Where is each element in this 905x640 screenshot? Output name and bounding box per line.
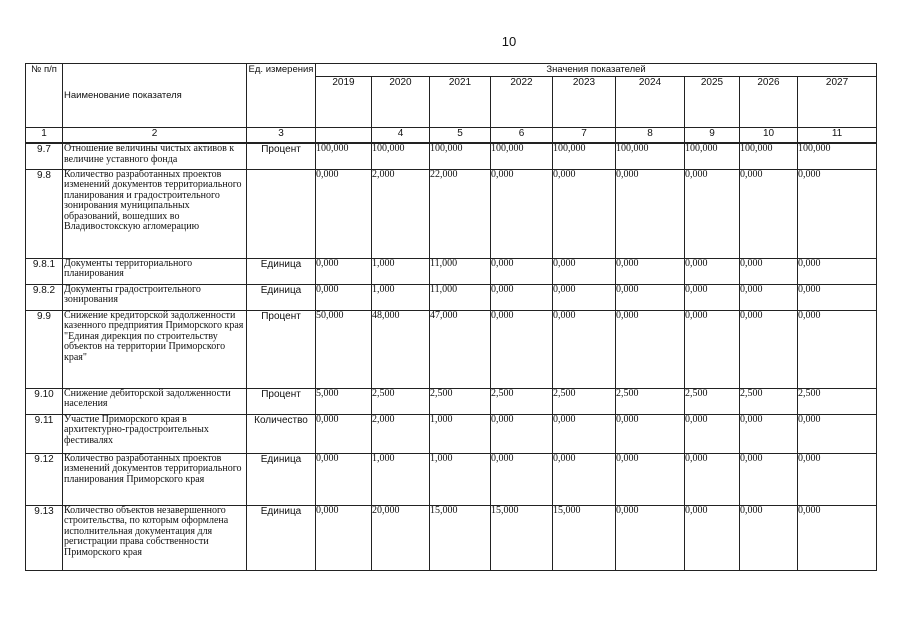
value-cell: 2,500 [798,388,877,414]
indicator-name: Документы градостроительного зонирования [63,284,247,310]
header-year: 2020 [372,77,430,128]
value-cell: 0,000 [740,505,798,570]
table-row [26,505,877,570]
value-cell: 15,000 [430,505,491,570]
value-cell: 100,000 [372,143,430,169]
value-cell: 100,000 [491,143,553,169]
value-cell: 0,000 [740,284,798,310]
table-row [26,453,877,505]
value-cell: 0,000 [553,414,616,453]
unit-cell: Процент [247,388,316,414]
value-cell: 0,000 [740,169,798,258]
value-cell: 48,000 [372,310,430,388]
indicator-name: Количество объектов незавершенного строительства, по которым оформлена исполнительная документация для регистрации права собственности Приморского края [63,505,247,570]
header-unit: Ед. измерения [247,64,316,128]
value-cell: 100,000 [685,143,740,169]
unit-cell [247,169,316,258]
value-cell: 0,000 [798,310,877,388]
value-cell: 50,000 [316,310,372,388]
indicator-name: Снижение кредиторской задолженности казенного предприятия Приморского края "Единая дирекция по строительству объектов на территории Приморского края" [63,310,247,388]
column-number: 10 [740,128,798,144]
value-cell: 2,500 [491,388,553,414]
unit-cell: Единица [247,505,316,570]
value-cell: 2,500 [685,388,740,414]
column-number: 9 [685,128,740,144]
value-cell: 0,000 [740,258,798,284]
value-cell: 0,000 [740,310,798,388]
value-cell: 0,000 [553,169,616,258]
value-cell: 100,000 [616,143,685,169]
value-cell: 0,000 [316,414,372,453]
value-cell: 0,000 [616,453,685,505]
value-cell: 0,000 [616,414,685,453]
column-number: 11 [798,128,877,144]
value-cell: 0,000 [685,414,740,453]
header-name: Наименование показателя [63,64,247,128]
value-cell: 0,000 [316,169,372,258]
column-number: 6 [491,128,553,144]
value-cell: 0,000 [491,414,553,453]
column-number: 8 [616,128,685,144]
value-cell: 0,000 [798,169,877,258]
value-cell: 11,000 [430,258,491,284]
header-row-group [26,64,877,77]
table-row [26,388,877,414]
value-cell: 0,000 [491,453,553,505]
value-cell: 0,000 [616,505,685,570]
value-cell: 2,000 [372,169,430,258]
value-cell: 1,000 [430,414,491,453]
unit-cell: Единица [247,284,316,310]
header-values-group: Значения показателей [316,64,877,77]
table-row [26,169,877,258]
value-cell: 2,500 [553,388,616,414]
value-cell: 2,000 [372,414,430,453]
column-number: 2 [63,128,247,144]
unit-cell: Единица [247,258,316,284]
value-cell: 0,000 [491,169,553,258]
row-number: 9.9 [26,310,63,388]
header-year: 2021 [430,77,491,128]
value-cell: 0,000 [553,284,616,310]
header-year: 2027 [798,77,877,128]
row-number: 9.12 [26,453,63,505]
unit-cell: Процент [247,143,316,169]
indicators-table [25,63,877,571]
value-cell: 0,000 [316,453,372,505]
header-year: 2022 [491,77,553,128]
indicator-name: Снижение дебиторской задолженности населения [63,388,247,414]
value-cell: 1,000 [372,284,430,310]
value-cell: 0,000 [316,284,372,310]
row-number: 9.8.1 [26,258,63,284]
value-cell: 0,000 [685,505,740,570]
value-cell: 5,000 [316,388,372,414]
value-cell: 0,000 [740,453,798,505]
table-row [26,143,877,169]
value-cell: 1,000 [430,453,491,505]
row-number: 9.8 [26,169,63,258]
value-cell: 0,000 [798,284,877,310]
value-cell: 0,000 [616,258,685,284]
value-cell: 0,000 [740,414,798,453]
indicator-name: Количество разработанных проектов изменений документов территориального планирования Приморского края [63,453,247,505]
value-cell: 100,000 [740,143,798,169]
value-cell: 0,000 [798,505,877,570]
column-number: 4 [372,128,430,144]
indicator-name: Отношение величины чистых активов к величине уставного фонда [63,143,247,169]
value-cell: 15,000 [553,505,616,570]
value-cell: 0,000 [685,453,740,505]
column-number: 5 [430,128,491,144]
row-number: 9.8.2 [26,284,63,310]
value-cell: 100,000 [316,143,372,169]
value-cell: 0,000 [685,284,740,310]
unit-cell: Единица [247,453,316,505]
value-cell: 0,000 [798,258,877,284]
value-cell: 20,000 [372,505,430,570]
value-cell: 0,000 [491,310,553,388]
page-number: 10 [501,34,517,49]
value-cell: 0,000 [616,284,685,310]
value-cell: 2,500 [616,388,685,414]
row-number: 9.11 [26,414,63,453]
value-cell: 15,000 [491,505,553,570]
column-number [316,128,372,144]
value-cell: 0,000 [685,310,740,388]
indicator-name: Количество разработанных проектов изменений документов территориального планирования и градостроительного зонирования муниципальных образований, вошедших во Владивостокскую агломерацию [63,169,247,258]
unit-cell: Количество [247,414,316,453]
value-cell: 0,000 [553,453,616,505]
value-cell: 2,500 [372,388,430,414]
header-year: 2026 [740,77,798,128]
value-cell: 100,000 [798,143,877,169]
indicator-name: Участие Приморского края в архитектурно-градостроительных фестивалях [63,414,247,453]
row-number: 9.7 [26,143,63,169]
value-cell: 0,000 [685,258,740,284]
value-cell: 11,000 [430,284,491,310]
row-number: 9.10 [26,388,63,414]
value-cell: 0,000 [616,169,685,258]
header-year: 2024 [616,77,685,128]
column-number: 1 [26,128,63,144]
header-num: № п/п [26,64,63,128]
value-cell: 0,000 [685,169,740,258]
row-number: 9.13 [26,505,63,570]
value-cell: 0,000 [316,258,372,284]
column-number: 3 [247,128,316,144]
value-cell: 47,000 [430,310,491,388]
header-year: 2019 [316,77,372,128]
indicator-name: Документы территориального планирования [63,258,247,284]
header-year: 2023 [553,77,616,128]
header-row-column-numbers [26,128,877,144]
table-row [26,310,877,388]
table-row [26,414,877,453]
value-cell: 0,000 [316,505,372,570]
table-row [26,258,877,284]
value-cell: 0,000 [553,258,616,284]
table-row [26,284,877,310]
value-cell: 0,000 [491,284,553,310]
value-cell: 100,000 [430,143,491,169]
value-cell: 0,000 [553,310,616,388]
value-cell: 0,000 [798,453,877,505]
value-cell: 2,500 [430,388,491,414]
column-number: 7 [553,128,616,144]
value-cell: 0,000 [798,414,877,453]
value-cell: 0,000 [491,258,553,284]
value-cell: 0,000 [616,310,685,388]
value-cell: 2,500 [740,388,798,414]
header-year: 2025 [685,77,740,128]
unit-cell: Процент [247,310,316,388]
value-cell: 22,000 [430,169,491,258]
value-cell: 100,000 [553,143,616,169]
value-cell: 1,000 [372,453,430,505]
value-cell: 1,000 [372,258,430,284]
table-body [26,143,877,570]
